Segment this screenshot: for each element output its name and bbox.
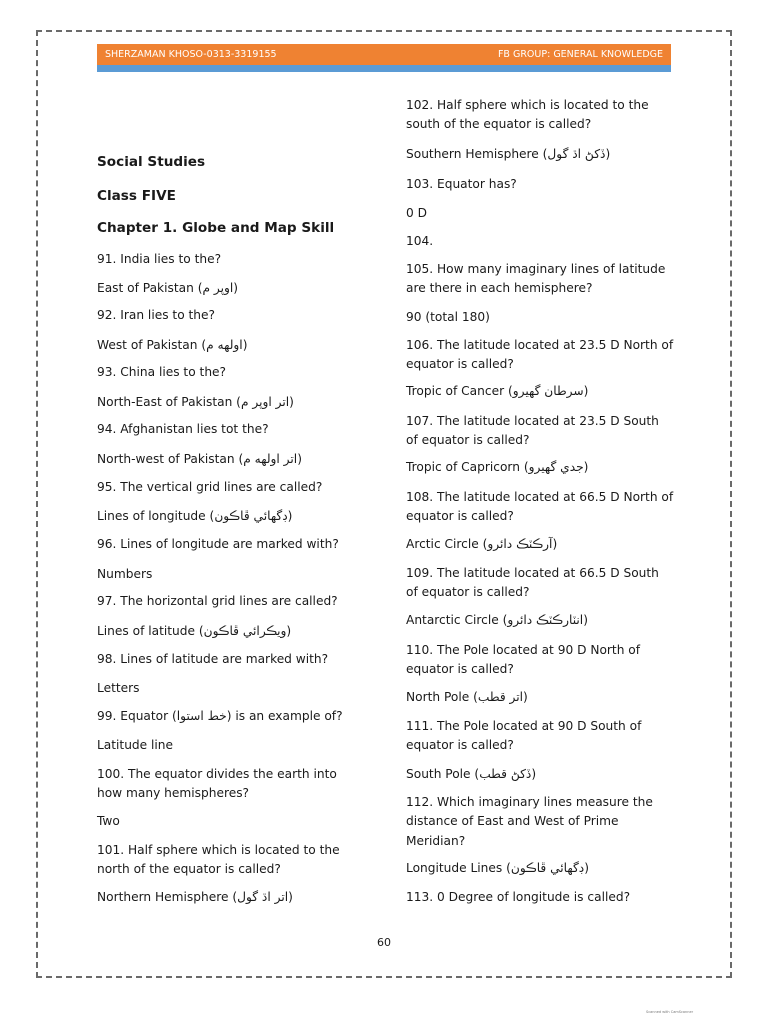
section-heading: Social Studies xyxy=(97,154,206,170)
qa-line: 94. Afghanistan lies tot the? xyxy=(97,422,269,436)
qa-line: 108. The latitude located at 66.5 D North of equator is called? xyxy=(406,490,674,524)
qa-line: Longitude Lines (ڊگهائي ڦاڪون) xyxy=(406,861,589,875)
qa-line: 113. 0 Degree of longitude is called? xyxy=(406,890,631,904)
qa-line: Antarctic Circle (انٽارڪٽڪ دائرو) xyxy=(406,613,588,627)
qa-line: Two xyxy=(97,814,120,828)
qa-line: 90 (total 180) xyxy=(406,310,490,324)
qa-line: 107. The latitude located at 23.5 D South of equator is called? xyxy=(406,414,659,448)
qa-line: North Pole (اتر قطب) xyxy=(406,690,528,704)
qa-line: East of Pakistan (اوپر م) xyxy=(97,281,239,295)
qa-line: 92. Iran lies to the? xyxy=(97,308,216,322)
qa-line: 0 D xyxy=(406,206,428,220)
qa-line: 95. The vertical grid lines are called? xyxy=(97,480,323,494)
qa-line: 96. Lines of longitude are marked with? xyxy=(97,537,339,551)
qa-line: South Pole (ڏکڻ قطب) xyxy=(406,767,537,781)
qa-line: 91. India lies to the? xyxy=(97,252,222,266)
section-heading: Chapter 1. Globe and Map Skill xyxy=(97,220,335,236)
qa-line: 111. The Pole located at 90 D South of equator is called? xyxy=(406,719,642,753)
qa-line: Lines of longitude (ڊگهائي ڦاڪون) xyxy=(97,509,293,523)
qa-line: Tropic of Capricorn (جدي گهيرو) xyxy=(406,460,589,474)
qa-line: North-East of Pakistan (اتر اوپر م) xyxy=(97,395,294,409)
qa-line: Southern Hemisphere (ڏکڻ اڌ گول) xyxy=(406,147,611,161)
qa-line: West of Pakistan (اولهه م) xyxy=(97,338,248,352)
qa-line: 109. The latitude located at 66.5 D South of equator is called? xyxy=(406,566,659,600)
qa-line: 106. The latitude located at 23.5 D North of equator is called? xyxy=(406,338,674,372)
qa-line: Numbers xyxy=(97,567,153,581)
page-header xyxy=(97,44,671,72)
qa-line: 112. Which imaginary lines measure the distance of East and West of Prime Meridian? xyxy=(406,795,653,848)
qa-line: Lines of latitude (ويڪرائي ڦاڪون) xyxy=(97,624,292,638)
header-group: FB GROUP: GENERAL KNOWLEDGE xyxy=(497,49,663,60)
qa-line: 100. The equator divides the earth into how many hemispheres? xyxy=(97,767,337,801)
qa-line: 101. Half sphere which is located to the north of the equator is called? xyxy=(97,843,340,877)
qa-line: 105. How many imaginary lines of latitude are there in each hemisphere? xyxy=(406,262,666,296)
scanner-watermark: Scanned with CamScanner xyxy=(646,1010,694,1014)
qa-line: 104. xyxy=(406,234,434,248)
qa-line: North-west of Pakistan (اتر اولهه م) xyxy=(97,452,302,466)
qa-line: 97. The horizontal grid lines are called? xyxy=(97,594,338,608)
page-number: 60 xyxy=(377,936,391,949)
qa-line: Tropic of Cancer (سرطان گهيرو) xyxy=(406,384,589,398)
qa-line: Latitude line xyxy=(97,738,174,752)
qa-line: Northern Hemisphere (اتر اڌ گول) xyxy=(97,890,293,904)
qa-line: Arctic Circle (آرڪٽڪ دائرو) xyxy=(406,537,558,551)
qa-line: Letters xyxy=(97,681,140,695)
qa-line: 98. Lines of latitude are marked with? xyxy=(97,652,329,666)
qa-line: 110. The Pole located at 90 D North of equator is called? xyxy=(406,643,641,677)
qa-line: 93. China lies to the? xyxy=(97,365,227,379)
section-heading: Class FIVE xyxy=(97,188,176,204)
qa-line: 99. Equator (خط استوا) is an example of? xyxy=(97,709,343,723)
qa-line: 102. Half sphere which is located to the south of the equator is called? xyxy=(406,98,649,132)
header-author: SHERZAMAN KHOSO-0313-3319155 xyxy=(105,49,277,60)
qa-line: 103. Equator has? xyxy=(406,177,517,191)
